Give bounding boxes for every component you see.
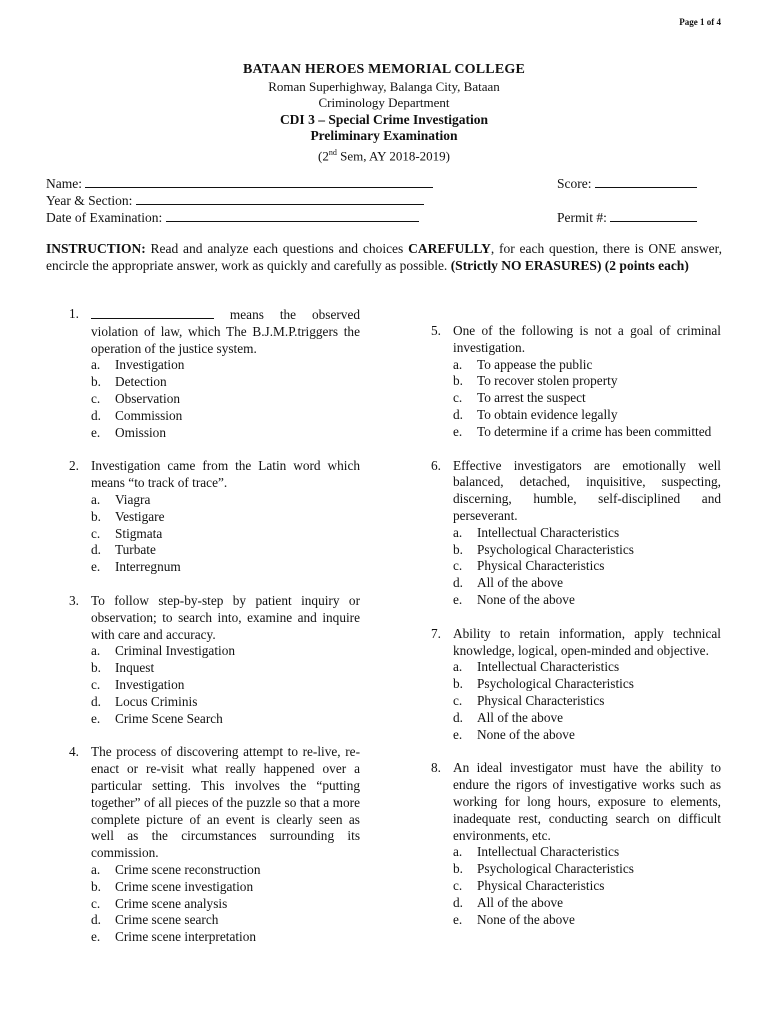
option-c[interactable]: c. Observation (91, 390, 180, 406)
course-title: CDI 3 – Special Crime Investigation (279, 111, 489, 127)
instruction-block (46, 240, 722, 274)
question-4 (69, 744, 360, 946)
option-c[interactable]: c. To arrest the suspect (453, 390, 586, 406)
question-stem: Investigation came from the Latin word which means “to track of trace”. (91, 458, 360, 491)
document-header (0, 62, 768, 164)
option-b[interactable]: b. Detection (91, 374, 167, 390)
option-b[interactable]: b. Psychological Characteristics (453, 861, 634, 877)
option-b[interactable]: b. Crime scene investigation (91, 878, 254, 894)
name-field (46, 175, 433, 192)
question-stem: The process of discovering attempt to re-live, re-enact or re-visit what really happened over a particular setting. This involves the “putting together” of all pieces of the puzzle so that a more complete picture of an event is clearly seen as well as the circumstances surrounding its commission. (91, 744, 360, 861)
option-c[interactable]: c. Stigmata (91, 525, 163, 541)
college-address: Roman Superhighway, Balanga City, Bataan (268, 78, 500, 94)
sem-prefix: (2 (318, 147, 329, 163)
option-c[interactable]: c. Physical Characteristics (453, 692, 605, 708)
option-b[interactable]: b. Psychological Characteristics (453, 676, 634, 692)
instruction-carefully: CAREFULLY (408, 241, 491, 256)
year-section-label: Year & Section: (46, 193, 133, 208)
question-number: 8. (431, 760, 441, 776)
date-field (46, 209, 419, 226)
permit-blank (610, 209, 697, 222)
option-d[interactable]: d. Turbate (91, 542, 156, 558)
name-label: Name: (46, 176, 82, 191)
option-d[interactable]: d. Crime scene search (91, 912, 219, 928)
option-a[interactable]: a. Viagra (91, 491, 151, 507)
question-stem: Effective investigators are emotionally well balanced, detached, inquisitive, suspecting, discerning, humble, self-disciplined and perseverant. (453, 457, 721, 523)
exam-title: Preliminary Examination (310, 128, 458, 143)
instruction-text-1: Read and analyze each questions and choices (145, 241, 409, 256)
option-a[interactable]: a. Investigation (91, 357, 185, 373)
left-column (69, 306, 360, 946)
option-d[interactable]: d. All of the above (453, 894, 564, 910)
question-number: 6. (431, 457, 441, 473)
question-7 (431, 626, 721, 744)
question-stem: To follow step-by-step by patient inquiry or observation; to search into, examine and inquire with care and accuracy. (91, 592, 360, 642)
question-number: 7. (431, 625, 441, 641)
question-1 (69, 306, 360, 441)
option-c[interactable]: c. Investigation (91, 676, 185, 692)
option-e[interactable]: e. Crime Scene Search (91, 710, 223, 726)
question-2 (69, 458, 360, 576)
option-b[interactable]: b. Vestigare (91, 508, 165, 524)
option-a[interactable]: a. To appease the public (453, 356, 593, 372)
score-blank (595, 175, 697, 188)
option-a[interactable]: a. Criminal Investigation (91, 643, 236, 659)
sem-superscript: nd (328, 147, 337, 157)
right-column (431, 323, 721, 928)
question-3 (69, 593, 360, 727)
question-stem: An ideal investigator must have the ability to endure the rigors of investigative works such as working for long hours, exposure to elements, inadequate rest, conducting search on difficult environments, etc. (453, 760, 721, 843)
option-c[interactable]: c. Crime scene analysis (91, 895, 228, 911)
score-label: Score: (557, 176, 592, 191)
question-stem: One of the following is not a goal of criminal investigation. (453, 323, 721, 355)
option-a[interactable]: a. Intellectual Characteristics (453, 659, 620, 675)
option-c[interactable]: c. Physical Characteristics (453, 558, 605, 574)
question-stem: means the observed violation of law, which The B.J.M.P.triggers the operation of the justice system. (91, 307, 360, 356)
option-b[interactable]: b. To recover stolen property (453, 373, 618, 389)
question-6 (431, 458, 721, 609)
year-section-field (46, 192, 424, 209)
page-number: Page 1 of 4 (679, 17, 721, 27)
question-number: 5. (431, 323, 441, 338)
instruction-text-2: , for each question, there is ONE answer, encircle the appropriate answer, work as quickly and carefully as possible. (46, 241, 722, 273)
question-5 (431, 323, 721, 441)
permit-field (557, 209, 697, 226)
option-e[interactable]: e. Omission (91, 424, 166, 440)
option-b[interactable]: b. Inquest (91, 660, 155, 676)
instruction-label: INSTRUCTION: (46, 241, 146, 256)
option-b[interactable]: b. Psychological Characteristics (453, 541, 634, 557)
option-d[interactable]: d. All of the above (453, 709, 564, 725)
question-stem: Ability to retain information, apply technical knowledge, logical, open-minded and objective. (453, 625, 721, 658)
college-name: BATAAN HEROES MEMORIAL COLLEGE (242, 62, 526, 77)
permit-label: Permit #: (557, 210, 607, 225)
option-e[interactable]: e. None of the above (453, 911, 575, 927)
question-number: 4. (69, 744, 79, 760)
year-section-blank (136, 192, 424, 205)
option-d[interactable]: d. To obtain evidence legally (453, 406, 618, 422)
option-e[interactable]: e. None of the above (453, 726, 575, 742)
option-a[interactable]: a. Intellectual Characteristics (453, 844, 620, 860)
department-name: Criminology Department (318, 95, 450, 110)
option-e[interactable]: e. Crime scene interpretation (91, 929, 257, 945)
option-d[interactable]: d. Commission (91, 407, 183, 423)
name-blank (85, 175, 433, 188)
sem-suffix: Sem, AY 2018-2019) (336, 147, 450, 163)
question-number: 3. (69, 592, 79, 608)
question-number: 2. (69, 458, 79, 474)
date-blank (166, 209, 419, 222)
instruction-strict: (Strictly NO ERASURES) (2 points each) (450, 258, 689, 273)
option-a[interactable]: a. Crime scene reconstruction (91, 861, 261, 877)
option-d[interactable]: d. Locus Criminis (91, 693, 198, 709)
date-label: Date of Examination: (46, 210, 163, 225)
option-e[interactable]: e. To determine if a crime has been committed (453, 423, 712, 439)
option-e[interactable]: e. None of the above (453, 591, 575, 607)
semester-line (0, 145, 768, 165)
question-number: 1. (69, 306, 79, 321)
option-a[interactable]: a. Intellectual Characteristics (453, 524, 620, 540)
question-8 (431, 760, 721, 928)
option-e[interactable]: e. Interregnum (91, 559, 181, 575)
option-c[interactable]: c. Physical Characteristics (453, 877, 605, 893)
score-field (557, 175, 697, 192)
option-d[interactable]: d. All of the above (453, 575, 564, 591)
fill-in-blank (91, 306, 214, 319)
